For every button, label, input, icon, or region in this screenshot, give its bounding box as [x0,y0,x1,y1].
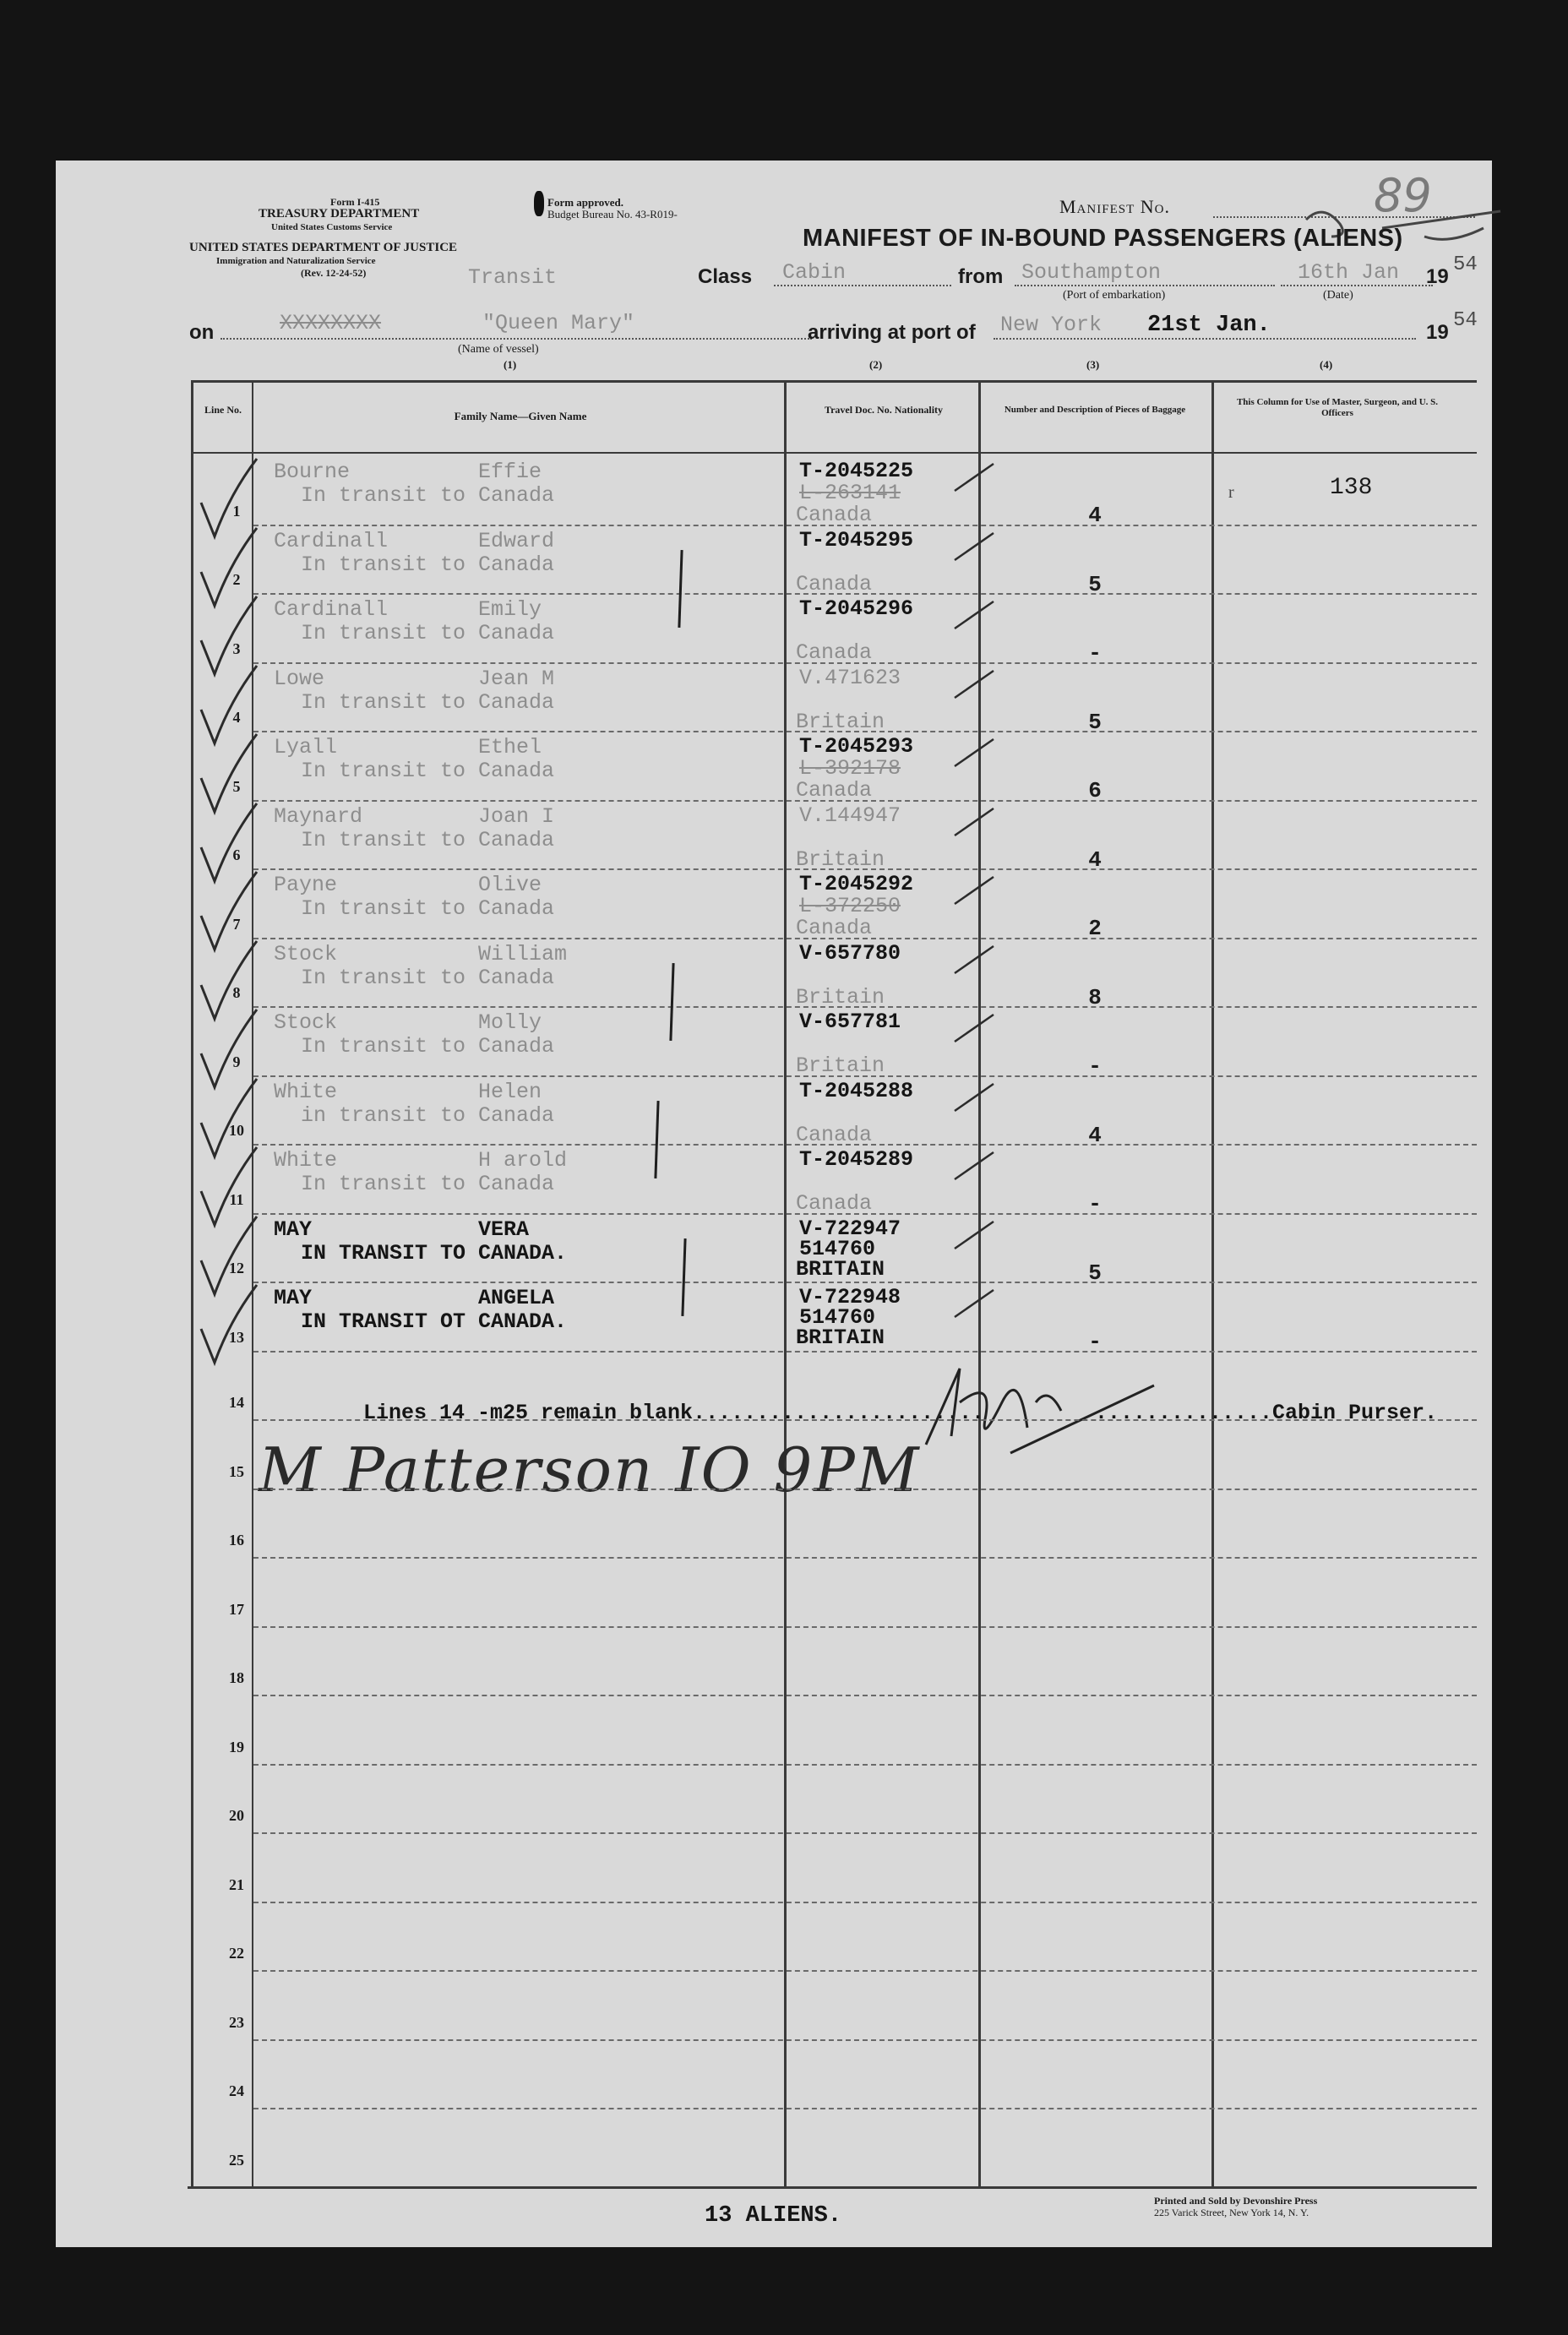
row-separator [253,1832,1477,1834]
transit-note: In transit to Canada [301,689,555,715]
given-name: Jean M [478,666,555,691]
row-separator [253,1902,1477,1903]
baggage-count: 6 [1088,778,1102,803]
form-approved: Form approved. [547,196,624,209]
nationality: BRITAIN [796,1325,885,1350]
baggage-count: 8 [1088,984,1102,1010]
family-name: Payne [274,873,338,897]
travel-doc-number: V-657781 [799,1010,901,1034]
doc-tick-mark [951,1008,1002,1050]
nationality: Canada [796,916,873,940]
doc-tick-mark [951,802,1002,844]
travel-doc-struck: L-263141 [799,481,901,505]
baggage-count: 2 [1088,916,1102,941]
line-number: 1 [232,502,241,520]
arrival-date: 21st Jan. [1147,313,1271,338]
nationality: Canada [796,1122,873,1147]
travel-doc-number: T-2045295 [799,527,914,552]
transit-note: In transit to Canada [301,827,555,852]
line-number: 6 [232,846,241,863]
line-number: 2 [232,571,241,588]
travel-doc-number: V-657780 [799,940,901,966]
vessel-name: "Queen Mary" [482,311,635,335]
officer-tick: r [1228,483,1234,502]
given-name: Olive [478,873,542,897]
travel-doc-number: T-2045288 [799,1078,914,1103]
row-separator [253,1764,1477,1766]
row-separator [253,1489,1477,1490]
total-aliens: 13 ALIENS. [705,2203,842,2229]
travel-doc-number: T-2045296 [799,596,914,621]
given-name: ANGELA [478,1286,555,1310]
class-label: Class [698,265,753,288]
transit-note: In transit to Canada [301,552,555,577]
purser-signature [901,1352,1171,1461]
nationality: BRITAIN [796,1256,885,1282]
baggage-count: 5 [1088,571,1102,597]
doc-tick-mark [951,1077,1002,1119]
line-number: 4 [232,709,241,726]
line-number: 23 [229,2013,244,2031]
family-name: Lowe [274,666,325,691]
handwritten-note: M Patterson IO 9PM [259,1434,921,1505]
doc-tick-mark [951,1215,1002,1257]
given-name: Edward [478,528,555,553]
line-number: 8 [232,984,241,1001]
doc-tick-mark [951,870,1002,912]
doc-tick-mark [951,664,1002,706]
embarkation-date: 16th Jan [1281,260,1433,286]
baggage-count: 4 [1088,846,1102,873]
bag-col-divider [1211,380,1214,2188]
manifest-no-value: 89 [1374,169,1432,222]
row-separator [253,1695,1477,1696]
travel-doc-number: T-2045225 [799,459,914,483]
given-name: Effie [478,460,542,484]
row-separator [253,1626,1477,1628]
line-number: 10 [229,1122,244,1139]
family-name: Bourne [274,460,351,484]
given-name: William [478,941,568,966]
family-name: Cardinall [274,597,389,622]
line-number: 9 [232,1053,241,1070]
ins-service: Immigration and Naturalization Service [216,256,376,266]
justice-dept: UNITED STATES DEPARTMENT OF JUSTICE [189,241,458,254]
manifest-sheet [56,161,1492,2247]
row-separator [253,1282,1477,1283]
line-number: 7 [232,915,241,933]
travel-doc-number: V.144947 [799,803,901,828]
doc-tick-mark [951,1146,1002,1188]
transit-note: In transit to Canada [301,621,555,645]
row-separator [253,1970,1477,1972]
nationality: Canada [796,503,873,527]
nationality: Britain [796,709,885,734]
row-separator [253,1557,1477,1559]
baggage-count: 4 [1088,503,1102,528]
transit-note: IN TRANSIT OT CANADA. [301,1309,568,1334]
port-caption: (Port of embarkation) [1063,289,1166,302]
vessel-struck: XXXXXXXX [280,311,382,335]
given-name: Emily [478,597,542,622]
travel-doc-number: V-722947 [799,1216,901,1241]
officer-number: 138 [1330,475,1373,501]
family-name: Maynard [274,803,363,829]
manifest-title: MANIFEST OF IN-BOUND PASSENGERS (ALIENS) [803,225,1403,252]
arriving-label: arriving at port of [808,321,976,344]
nationality: Canada [796,1191,873,1216]
manifest-no-label: Manifest No. [1059,196,1170,217]
family-name: Cardinall [274,528,389,553]
line-number: 18 [229,1669,244,1686]
travel-doc-number: T-2045289 [799,1147,914,1172]
nationality: Canada [796,640,873,665]
cabin-purser: ..............Cabin Purser. [1095,1401,1438,1425]
column-number-2: (2) [869,358,883,371]
arrival-port: New York [1000,313,1102,337]
travel-doc-secondary: 514760 [799,1236,876,1261]
printer-line-1: Printed and Sold by Devonshire Press [1154,2195,1318,2207]
table-top-border [193,380,1477,383]
doc-tick-mark [951,1283,1002,1325]
travel-doc-number: V.471623 [799,665,901,690]
budget-bureau: Budget Bureau No. 43-R019- [547,208,678,220]
baggage-count: 4 [1088,1122,1102,1148]
year2-suffix: 54 [1453,309,1478,332]
family-group-bracket [678,549,683,627]
line-number: 16 [229,1532,244,1549]
line-number: 25 [229,2151,244,2169]
transit-note: In transit to Canada [301,1172,555,1196]
family-name: Lyall [274,735,338,759]
line-number: 14 [229,1394,244,1411]
port-of-embarkation: Southampton [1015,260,1275,286]
column-number-4: (4) [1320,358,1333,371]
family-group-bracket [654,1100,659,1178]
line-number: 20 [229,1807,244,1824]
year-suffix: 54 [1453,253,1478,276]
travel-doc-number: V-722948 [799,1285,901,1309]
travel-doc-secondary: 514760 [799,1305,876,1330]
class-value: Cabin [774,260,951,286]
arrival-line [994,338,1416,340]
line-number: 21 [229,1875,244,1893]
transit-note: In transit to Canada [301,759,555,783]
line-number: 15 [229,1462,244,1480]
from-label: from [958,265,1004,288]
line-number: 22 [229,1945,244,1962]
line-number: 13 [229,1328,244,1346]
travel-doc-struck: L-372250 [799,894,901,918]
vessel-caption: (Name of vessel) [458,343,539,356]
line-number: 19 [229,1738,244,1755]
baggage-count: 5 [1088,1260,1102,1286]
nationality: Britain [796,984,885,1010]
header-officers: This Column for Use of Master, Surgeon, and U. S. Officers [1236,397,1439,418]
row-separator [253,1351,1477,1353]
nationality: Britain [796,1053,885,1078]
form-revision: (Rev. 12-24-52) [301,267,367,279]
nationality: Canada [796,778,873,803]
printer-line-2: 225 Varick Street, New York 14, N. Y. [1154,2207,1309,2218]
line-number: 12 [229,1260,244,1276]
transit-note: in transit to Canada [301,1102,555,1128]
travel-doc-number: T-2045293 [799,734,914,759]
line-number: 3 [232,640,241,657]
baggage-count: - [1088,640,1102,666]
header-bottom-border [193,452,1477,454]
punch-mark [534,191,544,216]
given-name: H arold [478,1148,568,1173]
doc-tick-mark [951,939,1002,982]
header-baggage: Number and Description of Pieces of Baggage [1004,405,1186,415]
name-col-divider [784,380,787,2188]
given-name: Ethel [478,735,542,759]
line-number: 17 [229,1600,244,1618]
line-number: 24 [229,2082,244,2099]
column-number-1: (1) [504,358,517,371]
transit-note: In transit to Canada [301,1034,555,1059]
on-label: on [189,321,215,344]
doc-tick-mark [951,732,1002,775]
doc-tick-mark [951,457,1002,499]
family-group-bracket [681,1238,686,1315]
family-name: Stock [274,941,338,966]
date-caption: (Date) [1323,289,1353,302]
family-name: MAY [274,1286,313,1310]
given-name: Joan I [478,803,555,829]
family-name: White [274,1148,338,1173]
column-number-3: (3) [1086,358,1100,371]
line-number: 5 [232,777,241,795]
table-left-border [191,380,193,2188]
line-number: 11 [229,1190,244,1208]
family-name: MAY [274,1216,313,1242]
family-group-bracket [669,962,674,1040]
given-name: Helen [478,1079,542,1104]
row-separator [253,2039,1477,2041]
treasury-dept: TREASURY DEPARTMENT [259,207,420,220]
check-mark-icon [196,1278,264,1371]
blank-lines-note: Lines 14 -m25 remain blank....................... [363,1401,985,1425]
given-name: VERA [478,1216,530,1242]
customs-service: United States Customs Service [271,222,393,232]
nationality: Canada [796,571,873,596]
transit-note: In transit to Canada [301,965,555,990]
row-separator [253,2108,1477,2109]
header-name: Family Name—Given Name [454,410,587,422]
baggage-count: - [1088,1053,1102,1079]
family-name: White [274,1079,338,1104]
transit-note: In transit to Canada [301,483,555,508]
baggage-count: 5 [1088,709,1102,735]
travel-doc-number: T-2045292 [799,872,914,896]
baggage-count: - [1088,1191,1102,1216]
nationality: Britain [796,846,885,872]
year-prefix: 19 [1426,265,1449,288]
header-travel-doc: Travel Doc. No. Nationality [824,404,944,416]
family-name: Stock [274,1010,338,1035]
given-name: Molly [478,1010,542,1035]
transit-note: IN TRANSIT TO CANADA. [301,1240,568,1265]
on-line [220,338,812,340]
travel-doc-struck: L-392178 [799,756,901,781]
transit-label: Transit [468,265,558,290]
row-separator [253,1419,1477,1421]
doc-tick-mark [951,526,1002,569]
doc-tick-mark [951,595,1002,637]
table-bottom-border [188,2186,1477,2189]
baggage-count: - [1088,1329,1102,1354]
transit-note: In transit to Canada [301,896,555,921]
form-number: Form I-415 [330,196,380,208]
year2-prefix: 19 [1426,321,1449,344]
header-line-no: Line No. [204,404,242,416]
